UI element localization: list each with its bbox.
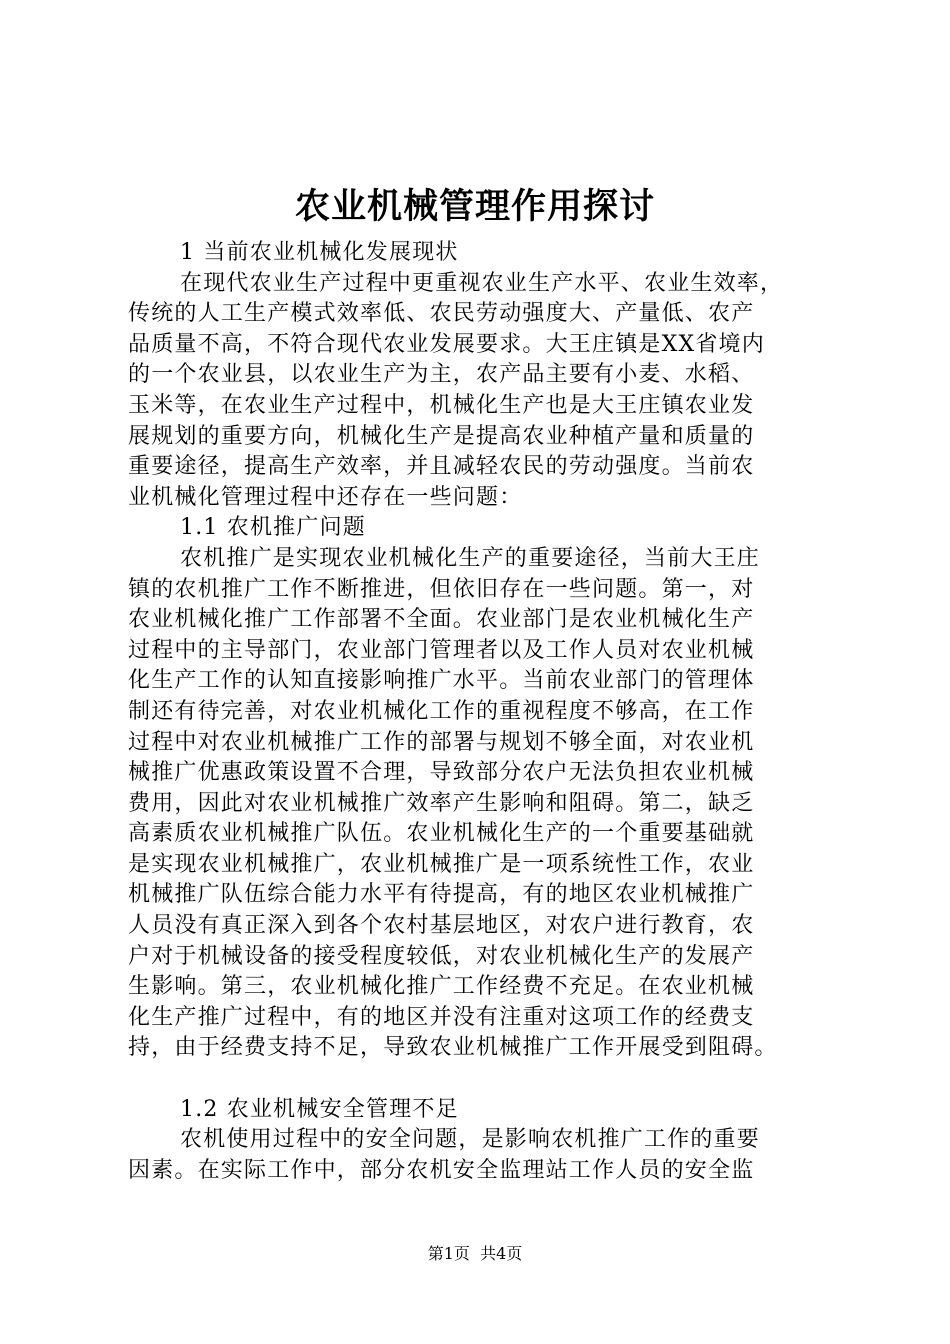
text-line: 是实现农业机械推广，农业机械推广是一项系统性工作，农业 <box>128 851 755 877</box>
text-line: 1.2 农业机械安全管理不足 <box>180 1096 459 1122</box>
text-line: 镇的农机推广工作不断推进，但依旧存在一些问题。第一，对 <box>128 576 755 602</box>
text-line: 品质量不高，不符合现代农业发展要求。大王庄镇是XX省境内 <box>128 331 765 357</box>
text-line: 1 当前农业机械化发展现状 <box>180 240 459 265</box>
text-line: 农机使用过程中的安全问题，是影响农机推广工作的重要 <box>180 1127 761 1153</box>
text-line: 过程中的主导部门，农业部门管理者以及工作人员对农业机械 <box>128 637 755 663</box>
text-line: 户对于机械设备的接受程度较低，对农业机械化生产的发展产 <box>128 943 755 969</box>
text-line: 业机械化管理过程中还存在一些问题： <box>128 484 523 510</box>
text-line: 展规划的重要方向，机械化生产是提高农业种植产量和质量的 <box>128 423 755 449</box>
text-line: 重要途径，提高生产效率，并且减轻农民的劳动强度。当前农 <box>128 454 755 480</box>
text-line: 械推广优惠政策设置不合理，导致部分农户无法负担农业机械 <box>128 760 755 786</box>
text-line: 传统的人工生产模式效率低、农民劳动强度大、产量低、农产 <box>128 301 755 327</box>
text-line: 1.1 农机推广问题 <box>180 515 366 541</box>
text-line: 玉米等，在农业生产过程中，机械化生产也是大王庄镇农业发 <box>128 392 755 418</box>
blank-line <box>128 1064 858 1095</box>
text-line: 机械推广队伍综合能力水平有待提高，有的地区农业机械推广 <box>128 882 755 908</box>
text-line: 因素。在实际工作中，部分农机安全监理站工作人员的安全监 <box>128 1157 755 1183</box>
text-line: 费用，因此对农业机械推广效率产生影响和阻碍。第二，缺乏 <box>128 790 755 816</box>
text-line: 生影响。第三，农业机械化推广工作经费不充足。在农业机械 <box>128 974 755 1000</box>
text-line: 持，由于经费支持不足，导致农业机械推广工作开展受到阻碍。 <box>128 1035 778 1061</box>
page-footer <box>0 1242 950 1266</box>
document-title: 农业机械管理作用探讨 <box>294 187 655 227</box>
text-line: 化生产推广过程中，有的地区并没有注重对这项工作的经费支 <box>128 1004 755 1030</box>
text-line: 高素质农业机械推广队伍。农业机械化生产的一个重要基础就 <box>128 821 755 847</box>
document-body <box>128 238 858 1186</box>
text-line: 过程中对农业机械推广工作的部署与规划不够全面，对农业机 <box>128 729 755 755</box>
text-line: 的一个农业县，以农业生产为主，农产品主要有小麦、水稻、 <box>128 362 755 388</box>
text-line: 农业机械化推广工作部署不全面。农业部门是农业机械化生产 <box>128 607 755 633</box>
text-line: 人员没有真正深入到各个农村基层地区，对农户进行教育，农 <box>128 913 755 939</box>
text-line: 制还有待完善，对农业机械化工作的重视程度不够高，在工作 <box>128 698 755 724</box>
text-line: 农机推广是实现农业机械化生产的重要途径，当前大王庄 <box>180 545 761 571</box>
page-number: 第1页 共4页 <box>427 1244 523 1263</box>
text-line: 化生产工作的认知直接影响推广水平。当前农业部门的管理体 <box>128 668 755 694</box>
text-line: 在现代农业生产过程中更重视农业生产水平、农业生效率， <box>180 270 784 296</box>
